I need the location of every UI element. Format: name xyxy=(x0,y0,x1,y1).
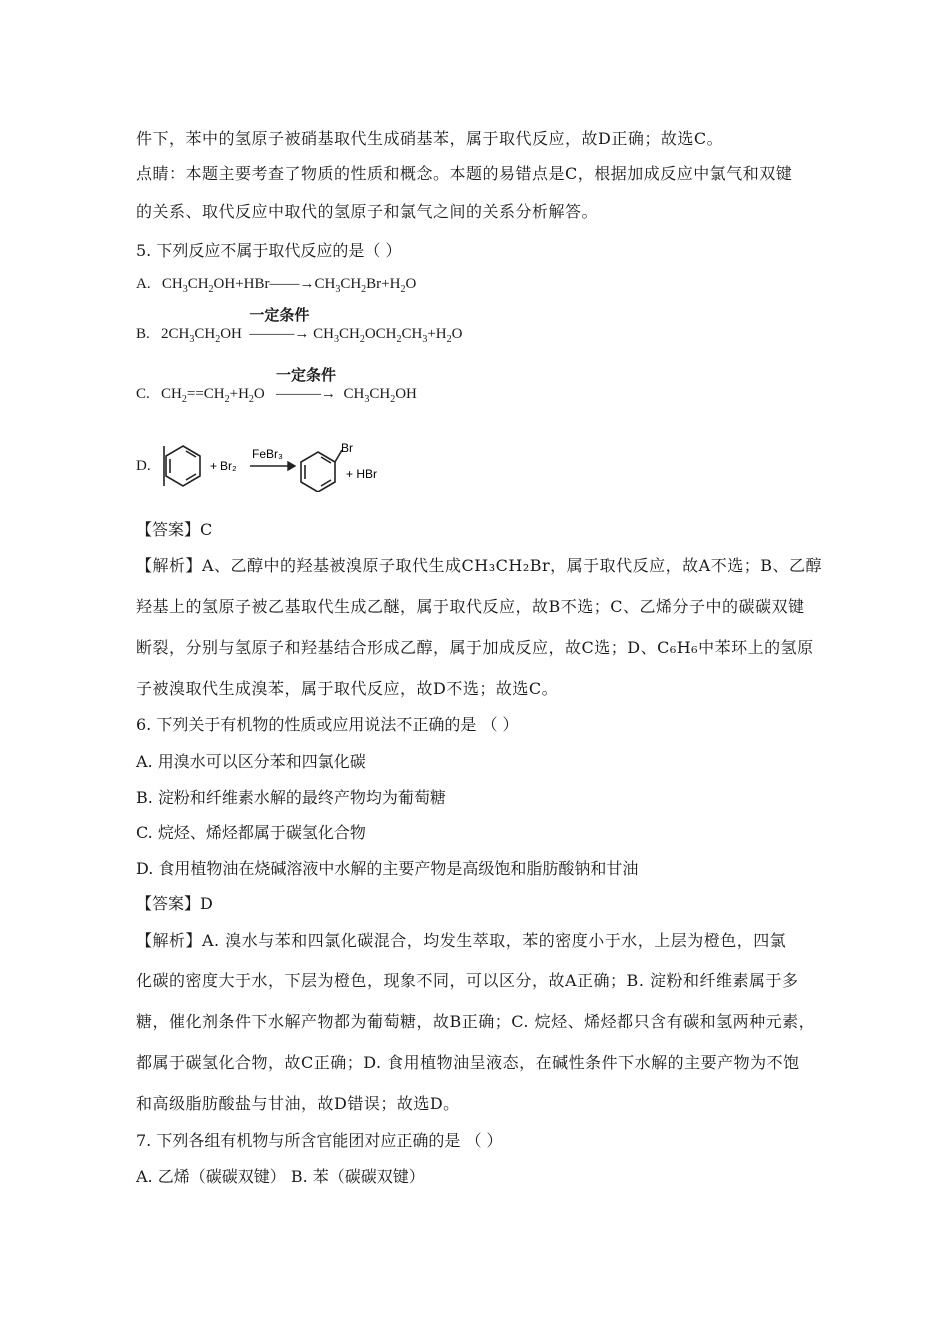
explanation-line: 【解析】A. 溴水与苯和四氯化碳混合，均发生萃取，苯的密度小于水，上层为橙色，四氯 xyxy=(136,931,787,950)
bromine-substituent: Br xyxy=(341,441,353,455)
explanation-line: 化碳的密度大于水，下层为橙色，现象不同，可以区分，故A正确；B. 淀粉和纤维素属于多 xyxy=(136,971,799,990)
option-5c xyxy=(136,366,417,405)
reaction-condition: 一定条件 xyxy=(276,366,337,384)
option-6b: B. 淀粉和纤维素水解的最终产物均为葡萄糖 xyxy=(136,788,446,807)
bromine-reagent: Br₂ xyxy=(220,459,237,473)
answer-6: 【答案】D xyxy=(136,894,213,913)
option-6c: C. 烷烃、烯烃都属于碳氢化合物 xyxy=(136,823,366,842)
option-label: B. xyxy=(136,326,150,342)
text-line: 点睛：本题主要考查了物质的性质和概念。本题的易错点是C，根据加成反应中氯气和双键 xyxy=(136,164,793,183)
explanation-line: 羟基上的氢原子被乙基取代生成乙醚，属于取代反应，故B不选；C、乙烯分子中的碳碳双键 xyxy=(136,597,805,616)
explanation-line: 和高级脂肪酸盐与甘油，故D错误；故选D。 xyxy=(136,1094,460,1113)
equation-5b: $2CH_3CH_2OH$ 一定条件 ———→ $CH_3CH_2OCH_2CH_3+H_2O$ xyxy=(161,306,463,345)
explanation-line: 断裂，分别与氢原子和羟基结合形成乙醇，属于加成反应，故C选；D、C₆H₆中苯环上的氢原 xyxy=(136,638,814,657)
option-5a xyxy=(136,276,416,293)
explanation-line: 子被溴取代生成溴苯，属于取代反应，故D不选；故选C。 xyxy=(136,679,559,698)
option-label: C. xyxy=(136,386,150,402)
reaction-condition: 一定条件 xyxy=(249,306,310,324)
option-6a: A. 用溴水可以区分苯和四氯化碳 xyxy=(136,752,366,771)
explanation-line: 都属于碳氢化合物，故C正确；D. 食用植物油呈液态，在碱性条件下水解的主要产物为不饱 xyxy=(136,1053,800,1072)
text-line: 件下，苯中的氢原子被硝基取代生成硝基苯，属于取代反应，故D正确；故选C。 xyxy=(136,129,724,148)
catalyst-label: FeBr₃ xyxy=(252,447,283,461)
answer-5: 【答案】C xyxy=(136,520,213,539)
plus-sign: + xyxy=(210,459,218,473)
question-6: 6. 下列关于有机物的性质或应用说法不正确的是 （ ） xyxy=(136,715,519,734)
option-label: D. xyxy=(136,458,151,474)
option-6d: D. 食用植物油在烧碱溶液中水解的主要产物是高级饱和脂肪酸钠和甘油 xyxy=(136,859,639,878)
benzene-bromination-diagram xyxy=(136,440,436,492)
equation-5c: $CH_2==CH_2+H_2O$ 一定条件 ———→ $CH_3CH_2OH$ xyxy=(161,366,417,405)
equation-5a: $CH_3CH_2OH+HBr——\to CH_3CH_2Br+H_2O$ xyxy=(161,276,417,295)
reaction-arrow: 一定条件 ———→ xyxy=(276,366,337,402)
option-label: A. xyxy=(136,276,151,292)
reaction-scheme-benzene-bromination xyxy=(136,440,436,492)
options-7ab: A. 乙烯（碳碳双键） B. 苯（碳碳双键） xyxy=(136,1167,425,1186)
question-5: 5. 下列反应不属于取代反应的是（ ） xyxy=(136,241,402,260)
benzene-ring-reactant xyxy=(164,446,200,486)
reaction-arrow xyxy=(250,462,295,470)
bromobenzene-product xyxy=(301,450,342,492)
text-line: 的关系、取代反应中取代的氢原子和氯气之间的关系分析解答。 xyxy=(136,202,599,221)
option-5b xyxy=(136,306,463,345)
reaction-arrow: 一定条件 ———→ xyxy=(249,306,310,342)
explanation-line: 【解析】A、乙醇中的羟基被溴原子取代生成CH₃CH₂Br，属于取代反应，故A不选；B、乙醇 xyxy=(136,556,822,575)
question-7: 7. 下列各组有机物与所含官能团对应正确的是 （ ） xyxy=(136,1131,503,1150)
hbr-product: + HBr xyxy=(346,467,378,481)
explanation-line: 糖，催化剂条件下水解产物都为葡萄糖，故B正确；C. 烷烃、烯烃都只含有碳和氢两种元素， xyxy=(136,1012,816,1031)
